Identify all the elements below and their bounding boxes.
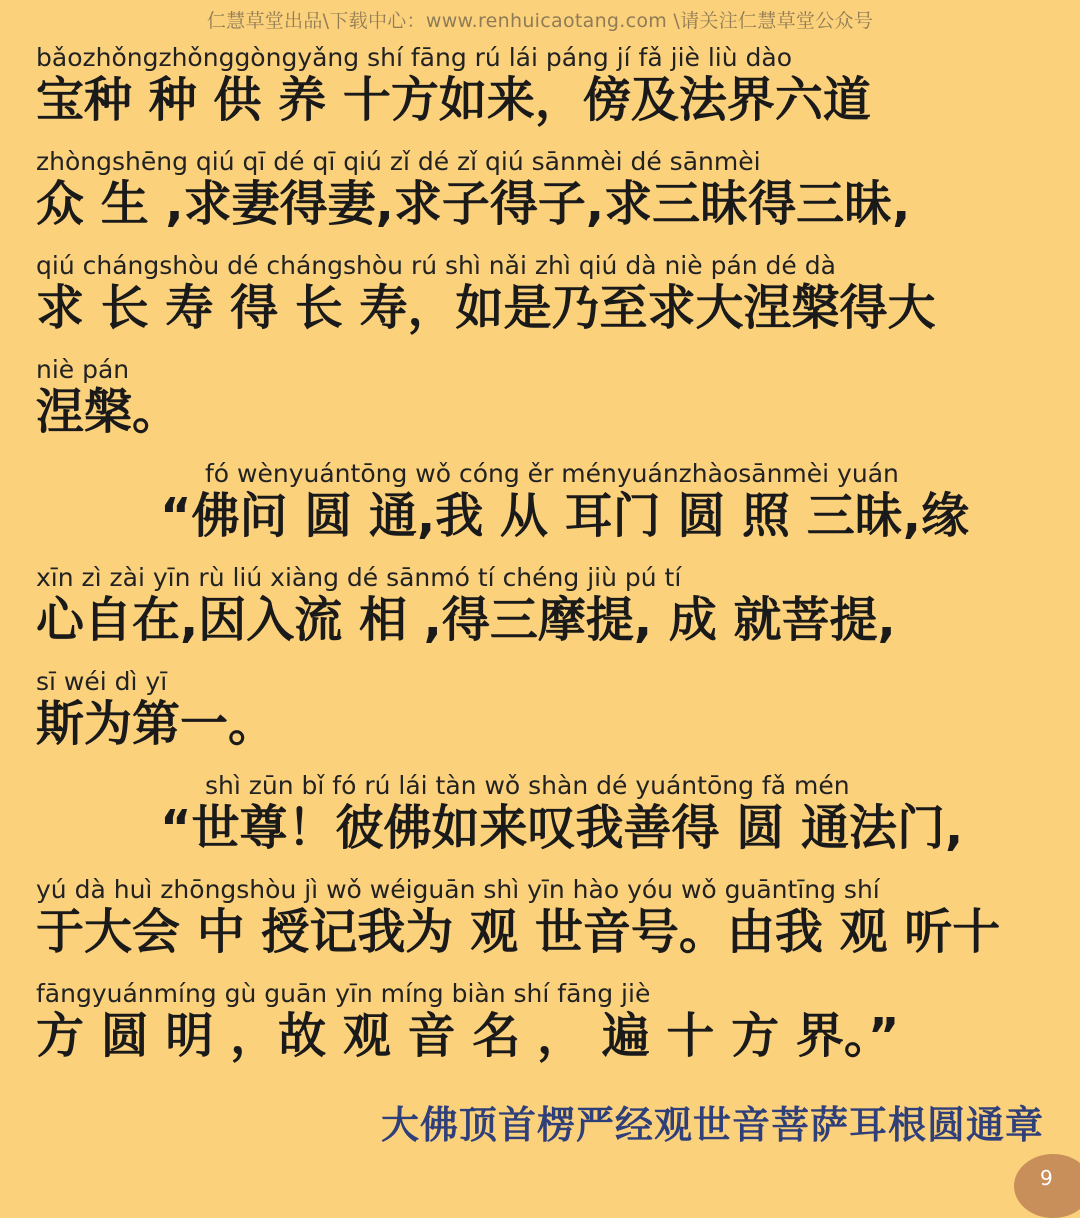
hanzi-line-1: 宝种 种 供 养 十方如来，傍及法界六道: [36, 72, 871, 128]
header-banner: 仁慧草堂出品\下载中心：www.renhuicaotang.com \请关注仁慧草堂公众号: [206, 10, 874, 32]
hanzi-line-4: 涅槃。: [36, 384, 181, 440]
scripture-text: [0, 40, 1080, 1080]
text-line-5: [0, 456, 1080, 560]
pinyin-line-10: fāngyuánmíng gù guān yīn míng biàn shí fāng jiè: [36, 979, 651, 1008]
text-line-1: [0, 40, 1080, 144]
text-line-6: [0, 560, 1080, 664]
text-line-8: [0, 768, 1080, 872]
hanzi-line-5: “佛问 圆 通,我 从 耳门 圆 照 三昧,缘: [160, 488, 969, 544]
hanzi-line-9: 于大会 中 授记我为 观 世音号。由我 观 听十: [36, 904, 1001, 960]
hanzi-line-2: 众 生 ,求妻得妻,求子得子,求三昧得三昧,: [36, 176, 911, 232]
hanzi-line-7: 斯为第一。: [36, 696, 277, 752]
text-line-7: [0, 664, 1080, 768]
pinyin-line-8: shì zūn bǐ fó rú lái tàn wǒ shàn dé yuántōng fǎ mén: [205, 771, 850, 800]
hanzi-line-6: 心自在,因入流 相 ,得三摩提, 成 就菩提,: [36, 592, 896, 648]
hanzi-line-10: 方 圆 明 ，故 观 音 名 ， 遍 十 方 界。”: [36, 1008, 900, 1064]
pinyin-line-4: niè pán: [36, 355, 130, 384]
hanzi-line-3: 求 长 寿 得 长 寿，如是乃至求大涅槃得大: [36, 280, 936, 336]
pinyin-line-5: fó wènyuántōng wǒ cóng ěr ményuánzhàosānmèi yuán: [205, 459, 899, 488]
text-line-10: [0, 976, 1080, 1080]
source-attribution: 大佛顶首楞严经观世音菩萨耳根圆通章: [380, 1102, 1044, 1147]
pinyin-line-7: sī wéi dì yī: [36, 667, 168, 696]
text-line-4: [0, 352, 1080, 456]
pinyin-line-6: xīn zì zài yīn rù liú xiàng dé sānmó tí chéng jiù pú tí: [36, 563, 682, 592]
text-line-9: [0, 872, 1080, 976]
pinyin-line-2: zhòngshēng qiú qī dé qī qiú zǐ dé zǐ qiú sānmèi dé sānmèi: [36, 147, 761, 176]
pinyin-line-1: bǎozhǒngzhǒnggòngyǎng shí fāng rú lái páng jí fǎ jiè liù dào: [36, 43, 793, 72]
text-line-2: [0, 144, 1080, 248]
page-number-badge: [1014, 1154, 1080, 1218]
page-number: 9: [1040, 1166, 1053, 1190]
pinyin-line-3: qiú chángshòu dé chángshòu rú shì nǎi zhì qiú dà niè pán dé dà: [36, 251, 836, 280]
pinyin-line-9: yú dà huì zhōngshòu jì wǒ wéiguān shì yīn hào yóu wǒ guāntīng shí: [36, 875, 880, 904]
hanzi-line-8: “世尊！彼佛如来叹我善得 圆 通法门,: [160, 800, 964, 856]
text-line-3: [0, 248, 1080, 352]
